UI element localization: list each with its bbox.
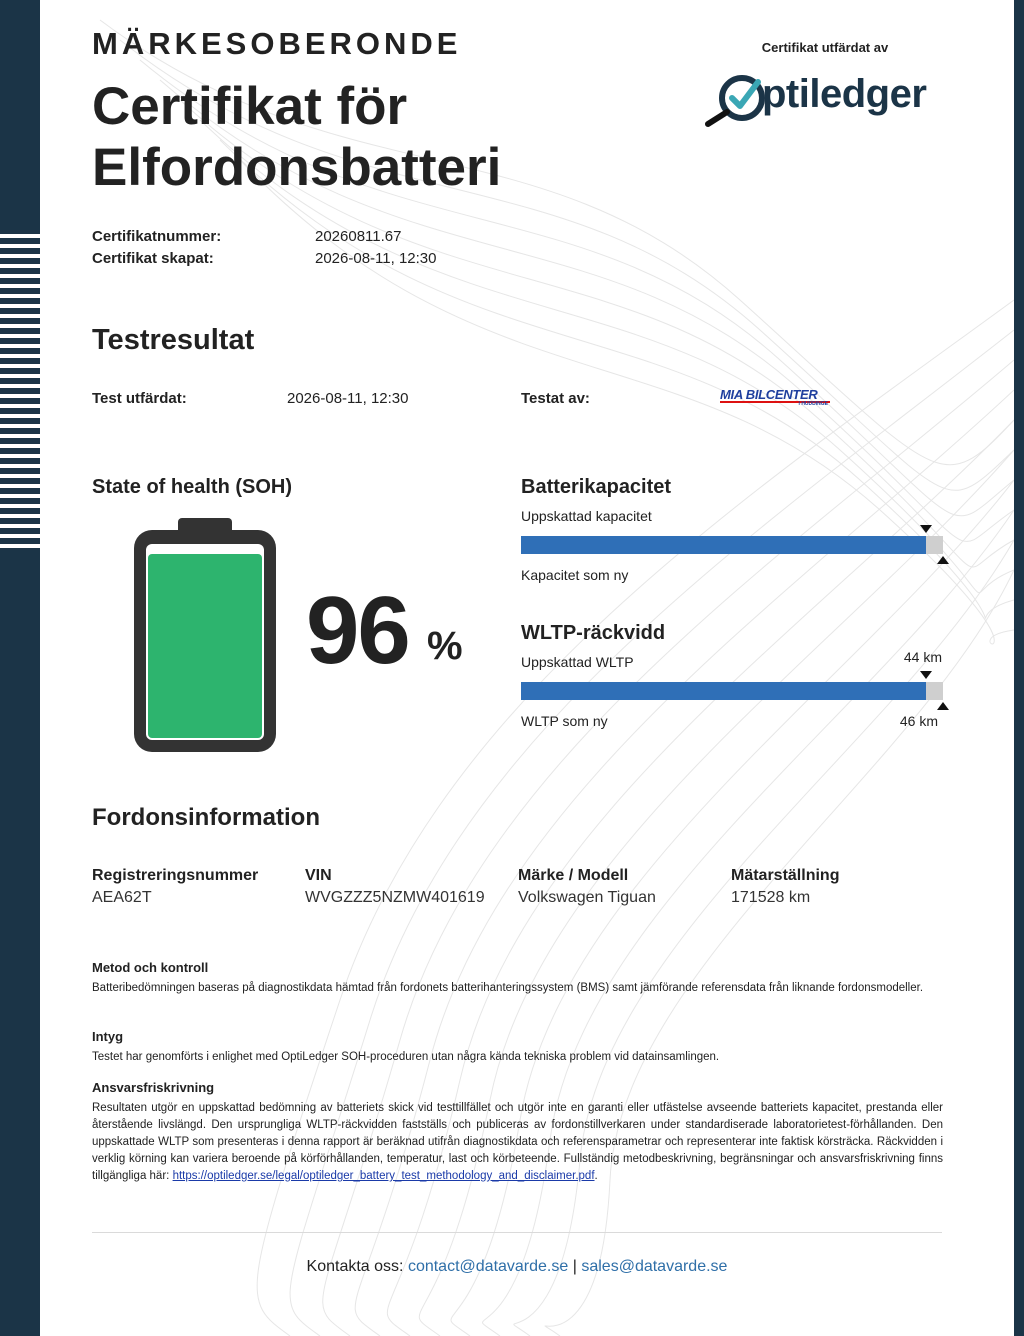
soh-heading: State of health (SOH) [92, 476, 293, 498]
capacity-estimated-marker [920, 525, 932, 533]
capacity-new-marker [937, 556, 949, 564]
wltp-new-label: WLTP som ny [521, 713, 608, 729]
test-results-heading: Testresultat [92, 324, 255, 356]
disclaimer-heading: Ansvarsfriskrivning [92, 1080, 215, 1095]
title-line-1: Certifikat för [92, 77, 408, 136]
left-decorative-bar [0, 0, 40, 1336]
disclaimer-text [92, 1100, 943, 1185]
capacity-bar-track [521, 536, 943, 554]
test-issued-value: 2026-08-11, 12:30 [287, 390, 409, 407]
contact-line [92, 1258, 942, 1276]
issuer-label: Certifikat utfärdat av [761, 40, 889, 55]
battery-icon [128, 516, 282, 756]
method-heading: Metod och kontroll [92, 960, 209, 975]
tested-by-label: Testat av: [521, 390, 590, 407]
document-title [92, 76, 652, 198]
vehicle-odometer-value: 171528 km [731, 889, 811, 906]
capacity-new-label: Kapacitet som ny [521, 567, 629, 583]
vehicle-make-model-value: Volkswagen Tiguan [518, 889, 656, 906]
vehicle-vin-value: WVGZZZ5NZMW401619 [305, 889, 485, 906]
vehicle-odometer-label: Mätarställning [731, 867, 840, 884]
contact-email-link[interactable]: contact@datavarde.se [407, 1258, 569, 1275]
attest-heading: Intyg [92, 1029, 124, 1044]
capacity-bar-fill [521, 536, 926, 554]
right-decorative-edge [1014, 0, 1024, 1336]
wltp-new-marker [937, 702, 949, 710]
wltp-estimated-marker [920, 671, 932, 679]
contact-label: Kontakta oss: [306, 1258, 404, 1275]
disclaimer-tail: . [594, 1170, 598, 1182]
certificate-number-value: 20260811.67 [315, 228, 402, 245]
attest-text: Testet har genomförts i enlighet med OptiLedger SOH-proceduren utan några kända tekniska problem vid datainsamlingen. [92, 1051, 720, 1063]
wltp-new-value: 46 km [899, 713, 938, 729]
vehicle-reg-value: AEA62T [92, 889, 152, 906]
optiledger-logo [702, 68, 952, 128]
footer-divider [92, 1232, 942, 1233]
left-stripe-pattern [0, 228, 40, 548]
certificate-created-label: Certifikat skapat: [92, 250, 214, 267]
title-line-2: Elfordonsbatteri [92, 138, 502, 197]
vehicle-reg-label: Registreringsnummer [92, 867, 259, 884]
certificate-number-label: Certifikatnummer: [92, 228, 222, 245]
test-issued-label: Test utfärdat: [92, 390, 187, 407]
method-text: Batteribedömningen baseras på diagnostikdata hämtad från fordonets batterihanteringssystem (BMS) samt jämförande referensdata från liknande fordonsmodeller. [92, 982, 924, 994]
vehicle-make-model-label: Märke / Modell [518, 867, 629, 884]
disclaimer-link[interactable]: https://optiledger.se/legal/optiledger_battery_test_methodology_and_disclaimer.pdf [172, 1170, 595, 1182]
document-kicker: MÄRKESOBERONDE [92, 26, 462, 61]
soh-value: 96 [306, 577, 409, 684]
wltp-estimated-label: Uppskattad WLTP [521, 654, 634, 670]
vehicle-vin-label: VIN [305, 867, 332, 884]
mia-logo-text: MIA BILCENTER [720, 388, 830, 403]
optiledger-logo-text: ptiledger [762, 72, 927, 116]
wltp-bar-track [521, 682, 943, 700]
soh-unit: % [427, 624, 463, 668]
mia-logo-subtext: I HUDDINGE [798, 401, 828, 407]
disclaimer-body: Resultaten utgör en uppskattad bedömning av batteriets skick vid testtillfället och utgör inte en garanti eller utfästelse avseende batteriets kapacitet, prestanda eller återstående livslängd. Den ursprungliga WLTP-räckvidden fastställs och publiceras av fordonstillverkaren under standardiserade laboratorietest-förhållanden. Den uppskattade WLTP som presenteras i denna rapport är beräknad utifrån diagnostikdata och referensparametrar och representerar inte faktisk körsträcka. Räckvidden i verklig körning kan variera beroende på körförhållanden, temperatur, last och körbeteende. Fullständig metodbeskrivning, begränsningar och ansvarsfriskrivning finns tillgängliga här: [92, 1102, 943, 1182]
capacity-heading: Batterikapacitet [521, 476, 672, 498]
wltp-estimated-value: 44 km [903, 649, 942, 665]
sales-email-link[interactable]: sales@datavarde.se [581, 1258, 728, 1275]
contact-separator: | [572, 1258, 577, 1275]
certificate-created-value: 2026-08-11, 12:30 [315, 250, 437, 267]
mia-bilcenter-logo [720, 388, 830, 408]
wltp-bar-fill [521, 682, 926, 700]
vehicle-info-heading: Fordonsinformation [92, 804, 320, 831]
battery-fill-level [148, 554, 262, 738]
capacity-estimated-label: Uppskattad kapacitet [521, 508, 652, 524]
wltp-heading: WLTP-räckvidd [521, 622, 666, 644]
